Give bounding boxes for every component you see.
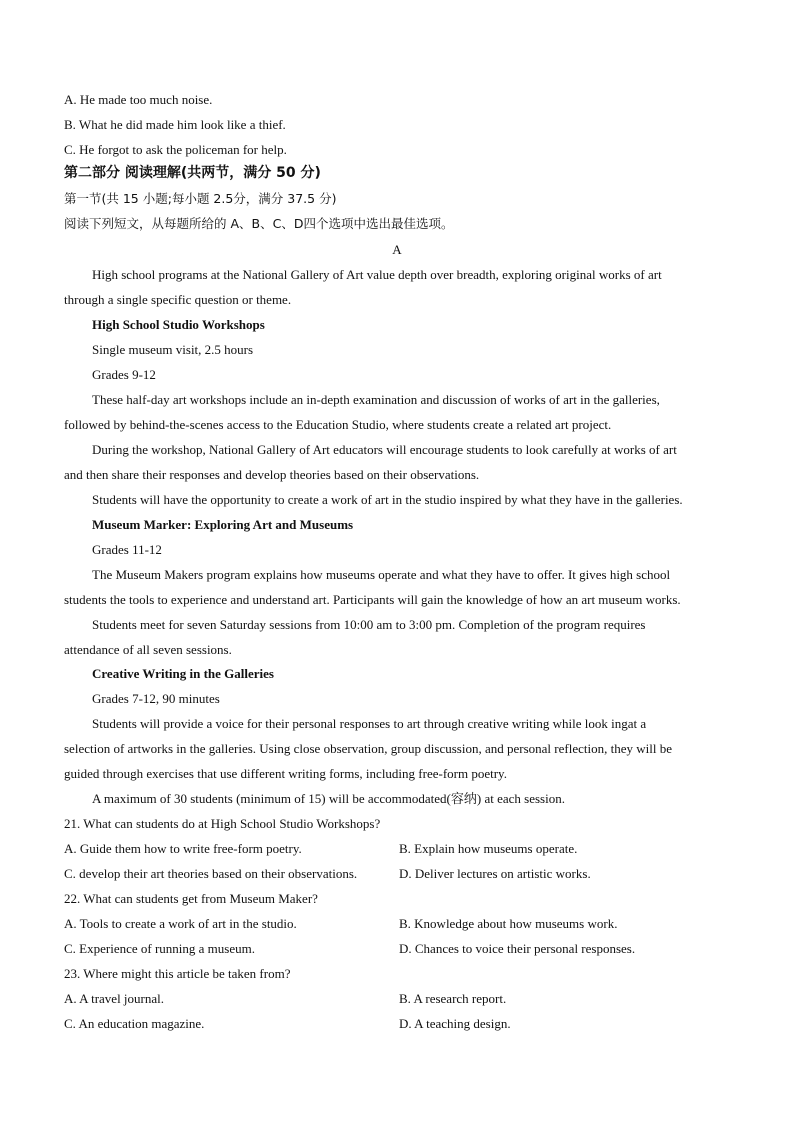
answer-option: B. A research report. <box>399 991 507 1006</box>
intro-line: through a single specific question or theme. <box>64 292 292 307</box>
answer-option: B. Explain how museums operate. <box>399 841 578 856</box>
answer-option: C. develop their art theories based on their observations. <box>64 866 358 881</box>
program-title: Museum Marker: Exploring Art and Museums <box>92 517 354 532</box>
program-meta: Single museum visit, 2.5 hours <box>92 342 254 357</box>
question-stem: 21. What can students do at High School Studio Workshops? <box>64 816 381 831</box>
paragraph-line: attendance of all seven sessions. <box>64 642 232 657</box>
program-meta: Grades 7-12, 90 minutes <box>92 691 220 706</box>
part-title: 第二部分 阅读理解(共两节，满分 50 分) <box>64 165 321 181</box>
subsection-title: 第一节(共 15 小题;每小题 2.5分，满分 37.5 分) <box>64 191 337 206</box>
answer-option: D. Chances to voice their personal responses. <box>399 941 636 956</box>
program-meta: Grades 11-12 <box>92 542 162 557</box>
paragraph-line: Students will have the opportunity to create a work of art in the studio inspired by what they have in the galleries. <box>92 492 683 507</box>
prev-option-c: C. He forgot to ask the policeman for help. <box>64 142 287 157</box>
answer-option: B. Knowledge about how museums work. <box>399 916 618 931</box>
program-title: High School Studio Workshops <box>92 317 265 332</box>
paragraph-line: These half-day art workshops include an in-depth examination and discussion of works of art in the galleries, <box>92 392 660 407</box>
answer-option: C. Experience of running a museum. <box>64 941 255 956</box>
answer-option: A. Guide them how to write free-form poetry. <box>64 841 302 856</box>
program-title: Creative Writing in the Galleries <box>92 666 274 681</box>
answer-option: A. Tools to create a work of art in the studio. <box>64 916 297 931</box>
question-stem: 22. What can students get from Museum Maker? <box>64 891 318 906</box>
program-meta: Grades 9-12 <box>92 367 156 382</box>
paragraph-line: A maximum of 30 students (minimum of 15) will be accommodated(容纳) at each session. <box>92 791 565 806</box>
paragraph-line: guided through exercises that use different writing forms, including free-form poetry. <box>64 766 507 781</box>
paragraph-line: selection of artworks in the galleries. Using close observation, group discussion, and personal reflection, they will be <box>64 741 672 756</box>
paragraph-line: During the workshop, National Gallery of Art educators will encourage students to look carefully at works of art <box>92 442 677 457</box>
paragraph-line: Students meet for seven Saturday sessions from 10:00 am to 3:00 pm. Completion of the program requires <box>92 617 646 632</box>
answer-option: C. An education magazine. <box>64 1016 205 1031</box>
answer-option: D. A teaching design. <box>399 1016 511 1031</box>
paragraph-line: and then share their responses and develop theories based on their observations. <box>64 467 480 482</box>
prev-option-a: A. He made too much noise. <box>64 92 213 107</box>
paragraph-line: students the tools to experience and understand art. Participants will gain the knowledge of how an art museum works. <box>64 592 681 607</box>
passage-letter: A <box>392 242 402 257</box>
intro-line: High school programs at the National Gallery of Art value depth over breadth, exploring original works of art <box>92 267 662 282</box>
paragraph-line: followed by behind-the-scenes access to the Education Studio, where students create a related art project. <box>64 417 612 432</box>
answer-option: A. A travel journal. <box>64 991 165 1006</box>
answer-option: D. Deliver lectures on artistic works. <box>399 866 591 881</box>
instruction-text: 阅读下列短文，从每题所给的 A、B、C、D四个选项中选出最佳选项。 <box>64 216 454 231</box>
paragraph-line: Students will provide a voice for their personal responses to art through creative writing while look ingat a <box>92 716 647 731</box>
paragraph-line: The Museum Makers program explains how museums operate and what they have to offer. It gives high school <box>92 567 671 582</box>
question-stem: 23. Where might this article be taken from? <box>64 966 291 981</box>
prev-option-b: B. What he did made him look like a thief. <box>64 117 286 132</box>
